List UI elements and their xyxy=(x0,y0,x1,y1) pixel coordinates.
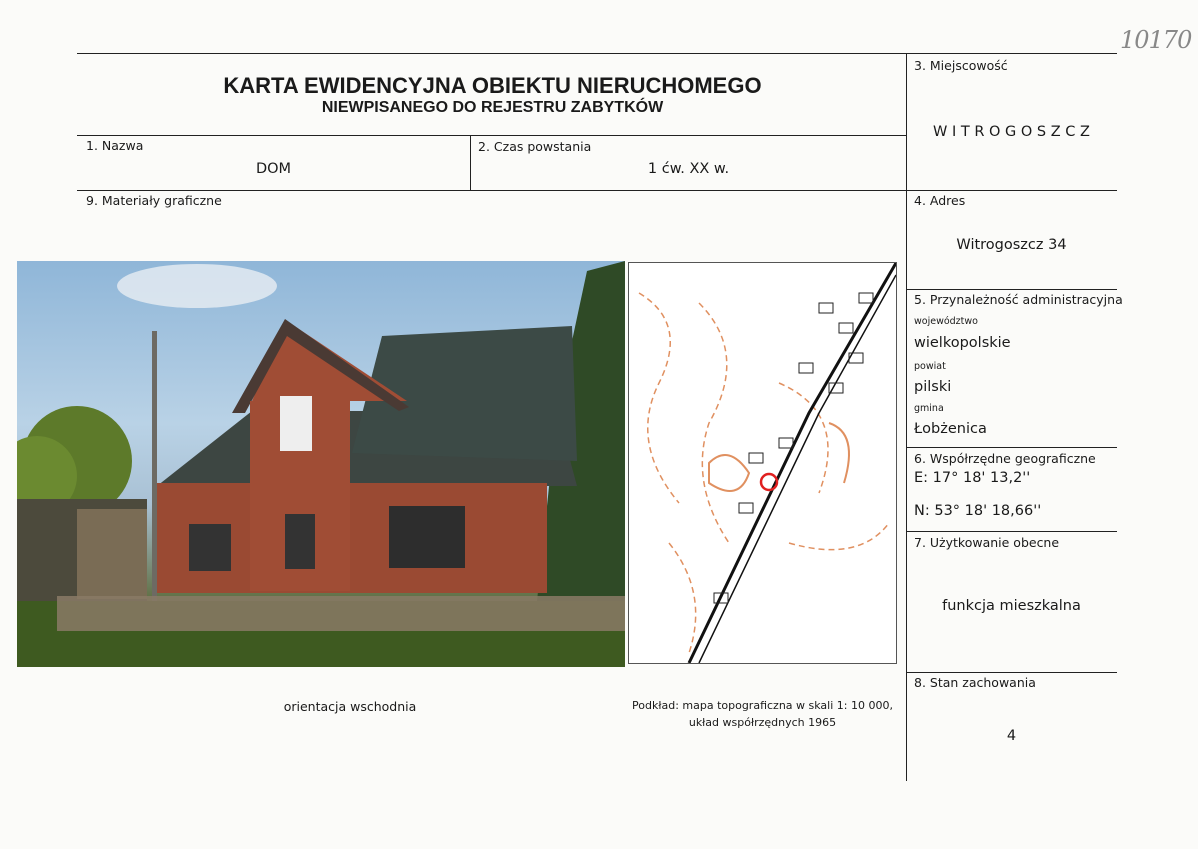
county-value: pilski xyxy=(914,379,952,395)
condition-label: 8. Stan zachowania xyxy=(914,675,1036,690)
house-photo xyxy=(17,261,625,667)
divider xyxy=(77,190,1117,191)
admin-label: 5. Przynależność administracyjna xyxy=(914,292,1123,307)
name-label: 1. Nazwa xyxy=(86,138,144,153)
graphics-label: 9. Materiały graficzne xyxy=(86,193,222,208)
map-caption-line2: układ współrzędnych 1965 xyxy=(688,716,837,729)
commune-value: Łobżenica xyxy=(914,421,987,437)
photo-caption: orientacja wschodnia xyxy=(283,699,417,714)
locality-value: W I T R O G O S Z C Z xyxy=(933,124,1090,140)
usage-value: funkcja mieszkalna xyxy=(942,598,1081,614)
usage-label: 7. Użytkowanie obecne xyxy=(914,535,1060,550)
map-caption-line1: Podkład: mapa topograficzna w skali 1: 10 000, xyxy=(632,699,893,712)
date-label: 2. Czas powstania xyxy=(478,139,592,154)
document-subtitle: NIEWPISANEGO DO REJESTRU ZABYTKÓW xyxy=(321,99,664,116)
handwritten-document-number: 10170 xyxy=(1120,26,1192,54)
name-value: DOM xyxy=(255,161,292,177)
locality-label: 3. Miejscowość xyxy=(914,58,1008,73)
topographic-map xyxy=(628,262,897,664)
divider xyxy=(77,53,1117,54)
divider xyxy=(906,531,1117,532)
address-label: 4. Adres xyxy=(914,193,966,208)
address-value: Witrogoszcz 34 xyxy=(956,237,1067,253)
voivodeship-value: wielkopolskie xyxy=(914,335,1011,351)
coords-e: E: 17° 18' 13,2'' xyxy=(914,470,1031,486)
coords-label: 6. Współrzędne geograficzne xyxy=(914,451,1096,466)
voivodeship-label: województwo xyxy=(914,316,978,327)
condition-value: 4 xyxy=(1006,728,1017,744)
date-value: 1 ćw. XX w. xyxy=(647,161,730,177)
divider xyxy=(906,447,1117,448)
document-title: KARTA EWIDENCYJNA OBIEKTU NIERUCHOMEGO xyxy=(223,73,762,98)
coords-n: N: 53° 18' 18,66'' xyxy=(914,503,1042,519)
divider xyxy=(77,135,906,136)
divider xyxy=(906,289,1117,290)
divider xyxy=(906,672,1117,673)
county-label: powiat xyxy=(914,361,946,372)
commune-label: gmina xyxy=(914,403,944,414)
